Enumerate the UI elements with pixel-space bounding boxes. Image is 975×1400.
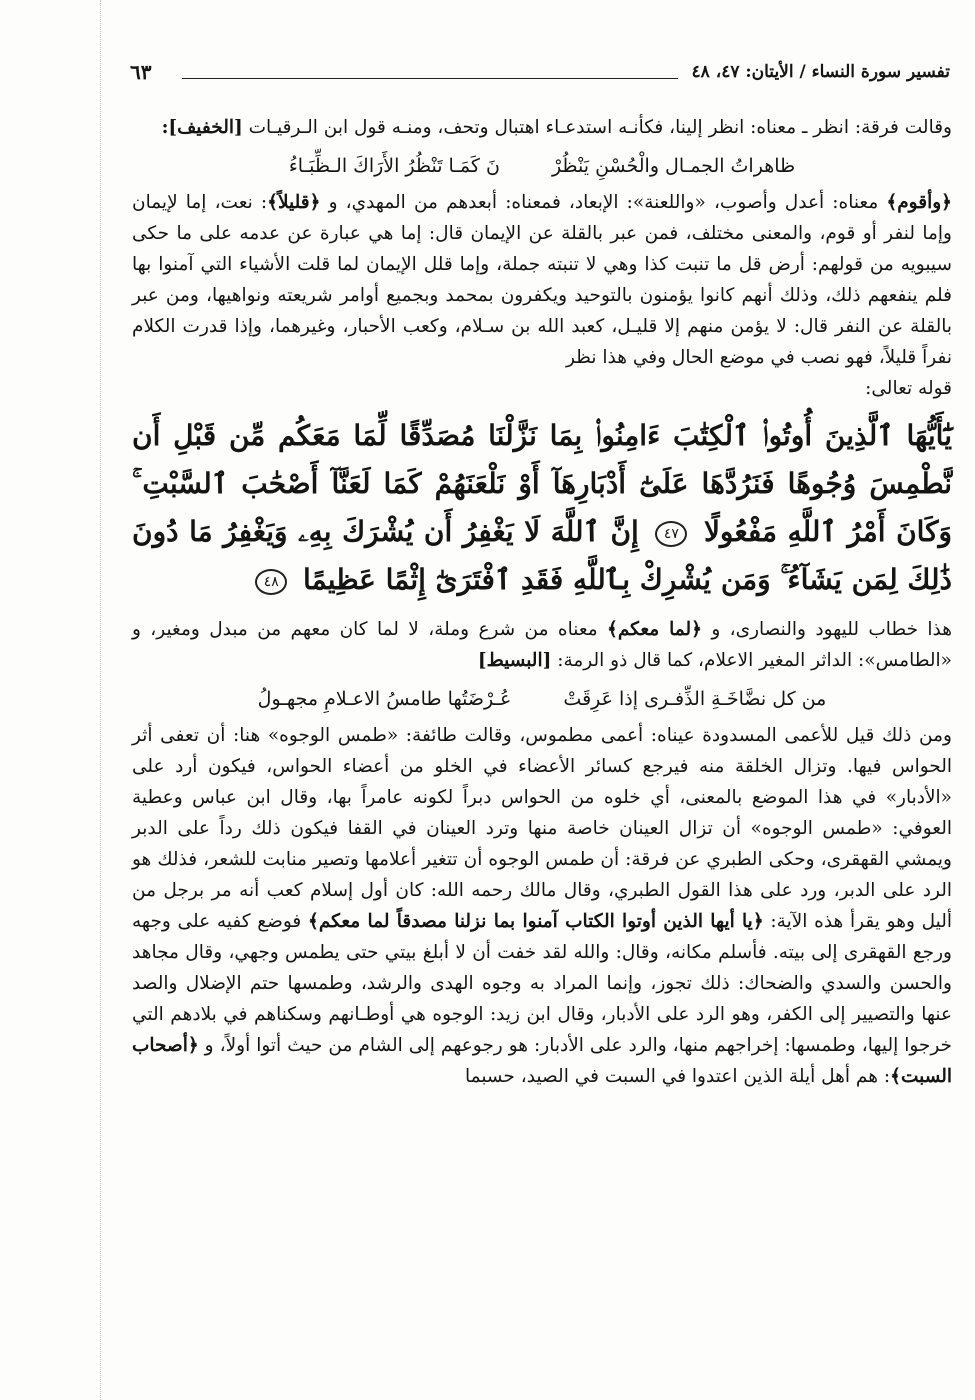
paragraph-commentary	[132, 614, 952, 676]
paragraph-ibn-ruqayyat	[132, 112, 952, 143]
ayah-number-marker: ٤٧	[655, 521, 687, 547]
verse-first-hemistich: ظاهراتُ الجمـال والْحُسْنِ يَنْظُرْ	[551, 155, 796, 177]
paragraph-text: فوضع كفيه على وجهه ورجع القهقرى إلى بيته. فأسلم مكانه، وقال: والله لقد خفت أن لا أبلغ بيتي حتى يطمس وجهي، وقال مجاهد والحسن والسدي والضحاك: ذلك تجوز، وإنما المراد به وجوه الهدى والرشد، وطمسها حتم الإضلال والصد عنها والتصيير إلى الكفر، وهو الرد على الأدبار، وقال ابن زيد: الوجوه هي أوطـانهم وسكناهم في بلادهم التي خرجوا إليها، وطمسها: إخراجهم منها، والرد على الأدبار: هو رجوعهم إلى الشام من حيث أتوا أولاً، و	[132, 911, 952, 1056]
quoted-term: ﴿لما معكم﴾	[607, 619, 702, 640]
meter-label: [الخفيف]:	[161, 117, 243, 138]
paragraph-text: ومن ذلك قيل للأعمى المسدودة عيناه: أعمى مطموس، وقالت طائفة: «طمس الوجوه» هنا: أن تعفى أثر الحواس فيها. وتزال الخلقة منه فيرجع كسائر الأعضاء في الخلو من أعضاء الحواس، فيكون أرد على «الأدبار» في هذا الموضع بالمعنى، أي خلوه من الحواس دبراً لكونه عامراً بها، وقال ابن عباس وعطية العوفي: «طمس الوجوه» أن تزال العينان خاصة منها وترد العينان في القفا فيكون ذلك رداً على الدبر ويمشي القهقرى، وحكى الطبري عن فرقة: أن طمس الوجوه أن تتغير أعلامها وتصير منابت للشعر، فذلك هو الرد على الدبر، ورد على هذا القول الطبري، وقال مالك رحمه الله: كان أول إسلام كعب أنه مر برجل من أليل وهو يقرأ هذه الآية:	[132, 725, 952, 932]
quoted-term: ﴿قليلاً﴾	[267, 192, 321, 213]
poetry-verse	[132, 684, 952, 714]
verse-first-hemistich: من كل نضَّاخَـةِ الذِّفـرى إذا عَرِقَتْ	[563, 688, 827, 710]
quran-text: إِنَّ ٱللَّهَ لَا يَغْفِرُ أَن يُشْرَكَ بِهِۦ وَيَغْفِرُ مَا دُونَ ذَٰلِكَ لِمَن يَشَآءُ ۚ وَمَن يُشْرِكْ بِٱللَّهِ فَقَدِ ٱفْتَرَىٰٓ إِثْمًا عَظِيمًا	[132, 515, 952, 596]
quoted-term: ﴿وأقوم﴾	[886, 192, 952, 213]
quran-verses	[132, 412, 952, 604]
header-title: تفسير سورة النساء / الأيتان: ٤٧، ٤٨	[691, 62, 950, 82]
verse-second-hemistich: نَ كَمَـا تَنْظُرُ الأَرَاكَ الـظِّبَـاءُ	[288, 155, 500, 177]
verse-intro: قوله تعالى:	[865, 378, 952, 399]
quran-text: يَٰٓأَيُّهَا ٱلَّذِينَ أُوتُوا۟ ٱلْكِتَٰبَ ءَامِنُوا۟ بِمَا نَزَّلْنَا مُصَدِّقًا لِّمَا مَعَكُم مِّن قَبْلِ أَن نَّطْمِسَ وُجُوهًا فَنَرُدَّهَا عَلَىٰٓ أَدْبَارِهَآ أَوْ نَلْعَنَهُمْ كَمَا لَعَنَّآ أَصْحَٰبَ ٱلسَّبْتِ ۚ وَكَانَ أَمْرُ ٱللَّهِ مَفْعُولًا	[132, 419, 953, 548]
paragraph-aqwam	[132, 187, 952, 373]
quoted-term: ﴿أصحاب السبت﴾	[132, 1035, 952, 1087]
ayah-number-marker: ٤٨	[255, 569, 287, 595]
paragraph-text: هذا خطاب لليهود والنصارى، و	[701, 619, 952, 640]
paragraph-text: : هم أهل أيلة الذين اعتدوا في السبت في الصيد، حسبما	[465, 1066, 891, 1087]
paragraph-text: وقالت فرقة: انظر ـ معناه: انظر إلينا، فكأنـه استدعـاء اهتبال وتحف، ومنـه قول ابن الـرقيـات	[248, 117, 952, 138]
header-rule	[182, 78, 678, 79]
margin-guide	[100, 0, 101, 1400]
paragraph-tams	[132, 720, 952, 1092]
meter-label: [البسيط]	[477, 650, 552, 671]
paragraph-text: معناه: أعدل وأصوب، «واللعنة»: الإبعاد، فمعناه: أبعدهم من المهدي، و	[320, 192, 887, 213]
quoted-term: ﴿يا أيها الذين أوتوا الكتاب آمنوا بما نزلنا مصدقاً لما معكم﴾	[307, 911, 764, 932]
page-body	[132, 112, 952, 1092]
page-number: ٦٣	[130, 60, 152, 84]
paragraph-text: معناه من شرع وملة، لا لما كان معهم من مبدل ومغير، و «الطامس»: الداثر المغير الاعلام، كما قال ذو الرمة:	[132, 619, 952, 671]
verse-second-hemistich: عُـرْضَتُها طامسُ الاعـلامِ مجهـولُ	[257, 688, 512, 710]
running-header	[130, 62, 950, 94]
poetry-verse	[132, 151, 952, 181]
paragraph-text: : نعت، إما لإيمان وإما لنفر أو قوم، والمعنى مختلف، فمن عبر بالقلة عن الإيمان قال: إما هي عبارة عن عدمه على ما حكى سيبويه من قولهم: أرض قل ما تنبت كذا وهي لا تنبته جملة، وإما قلل الإيمان لما قلت الأشياء التي آمنوا بها فلم ينفعهم ذلك، وذلك أنهم كانوا يؤمنون بالتوحيد ويكفرون بمحمد وبجميع أوامر شريعته ونواهيها، ومن عبر بالقلة عن النفر قال: لا يؤمن منهم إلا قليـل، كعبد الله بن سـلام، وكعب الأحبار، وغيرهما، وإذا قدرت الكلام نفراً قليلاً، فهو نصب في موضع الحال وفي هذا نظر	[132, 192, 952, 368]
